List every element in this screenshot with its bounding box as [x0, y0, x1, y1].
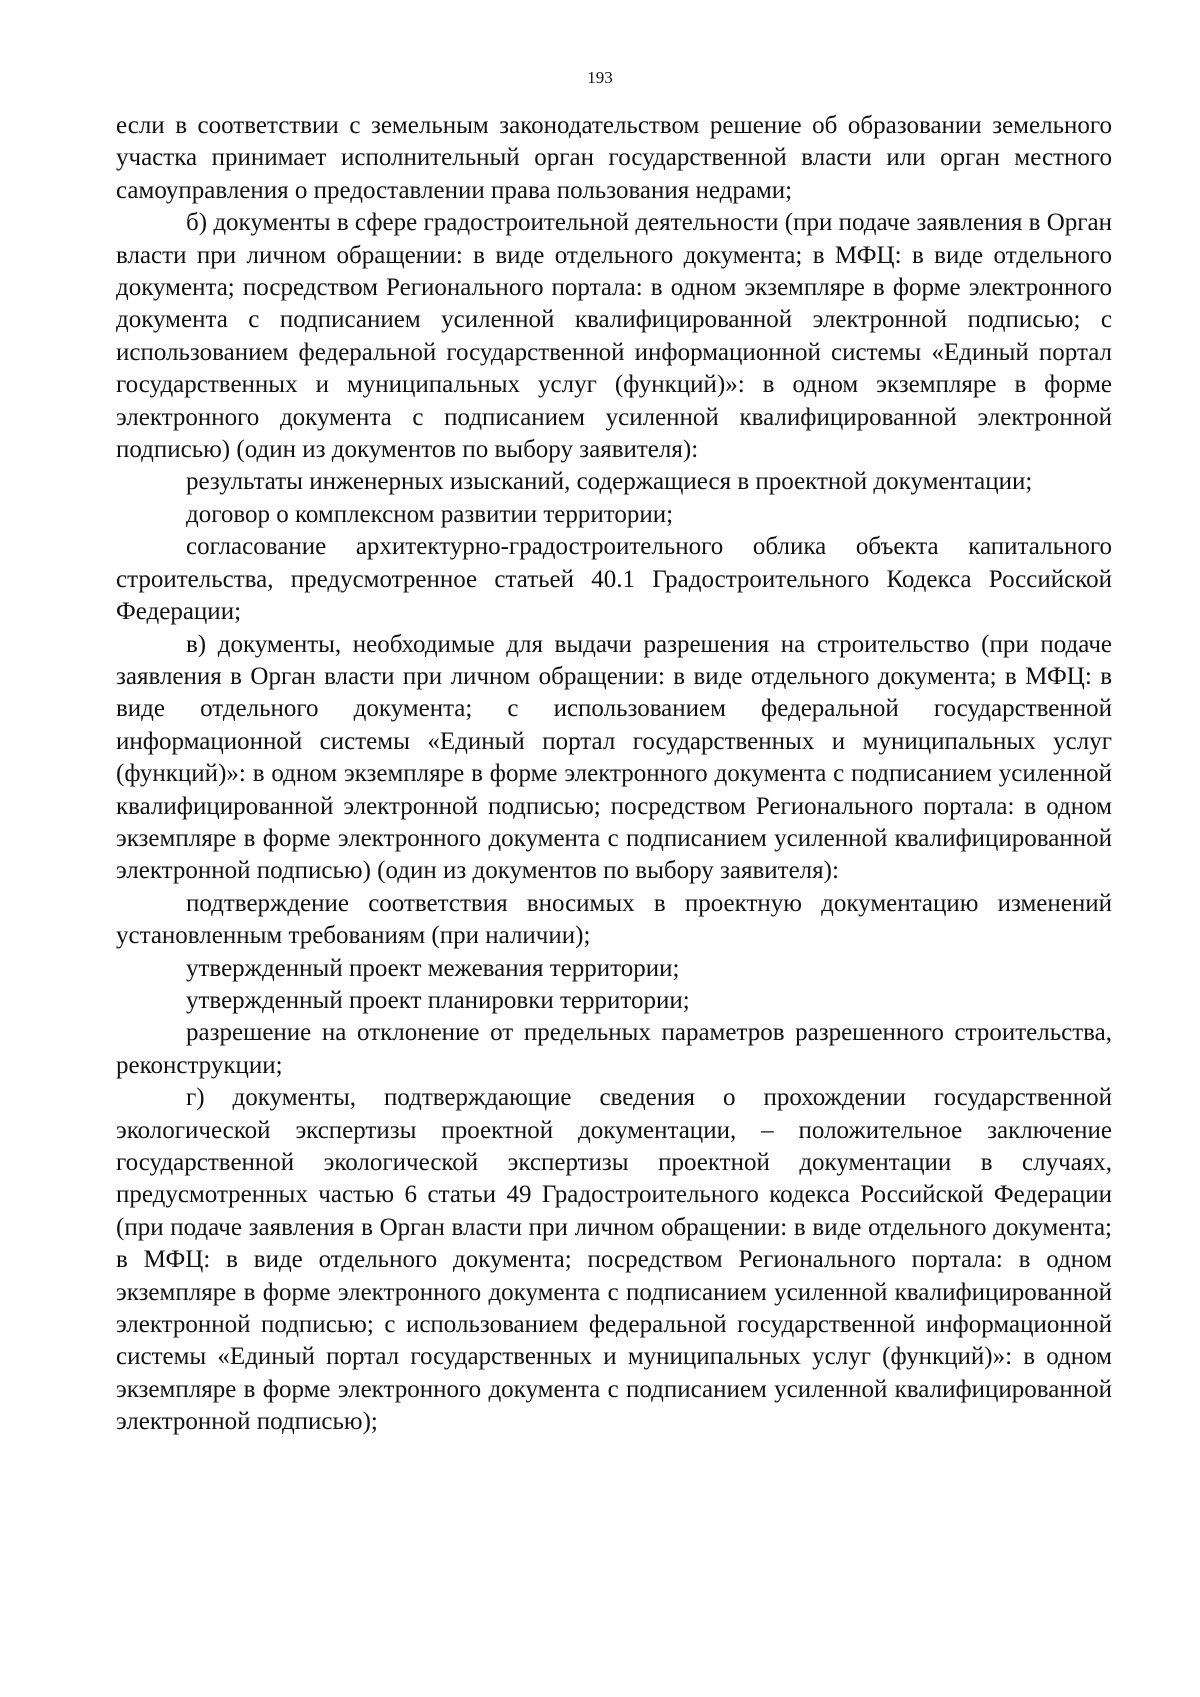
paragraph-2: б) документы в сфере градостроительной деятельности (при подаче заявления в Орган власти при личном обращении: в виде отдельного документа; в МФЦ: в виде отдельного документа; посредством Регионального портала: в одном экземпляре в форме электронного документа с подписанием усиленной квалифицированной электронной подписью; с использованием федеральной государственной информационной системы «Единый портал государственных и муниципальных услуг (функций)»: в одном экземпляре в форме электронного документа с подписанием усиленной квалифицированной электронной подписью) (один из документов по выбору заявителя): [116, 209, 1112, 464]
page-number: 193 [587, 68, 613, 87]
paragraph-10: разрешение на отклонение от предельных параметров разрешенного строительства, реконструкции; [116, 1019, 1112, 1079]
document-body [116, 110, 1112, 1439]
paragraph-8: утвержденный проект межевания территории; [186, 954, 680, 982]
paragraph-3: результаты инженерных изысканий, содержащиеся в проектной документации; [186, 468, 1033, 496]
paragraph-11: г) документы, подтверждающие сведения о прохождении государственной экологической экспертизы проектной документации, – положительное заключение государственной экологической экспертизы проектной документации в случаях, предусмотренных частью 6 статьи 49 Градостроительного кодекса Российской Федерации (при подаче заявления в Орган власти при личном обращении: в виде отдельного документа; в МФЦ: в виде отдельного документа; посредством Регионального портала: в одном экземпляре в форме электронного документа с подписанием усиленной квалифицированной электронной подписью; с использованием федеральной государственной информационной системы «Единый портал государственных и муниципальных услуг (функций)»: в одном экземпляре в форме электронного документа с подписанием усиленной квалифицированной электронной подписью); [116, 1084, 1112, 1436]
paragraph-6: в) документы, необходимые для выдачи разрешения на строительство (при подаче заявления в Орган власти при личном обращении: в виде отдельного документа; в МФЦ: в виде отдельного документа; с использованием федеральной государственной информационной системы «Единый портал государственных и муниципальных услуг (функций)»: в одном экземпляре в форме электронного документа с подписанием усиленной квалифицированной электронной подписью; посредством Регионального портала: в одном экземпляре в форме электронного документа с подписанием усиленной квалифицированной электронной подписью) (один из документов по выбору заявителя): [116, 630, 1112, 885]
paragraph-4: договор о комплексном развитии территории; [186, 500, 674, 528]
paragraph-9: утвержденный проект планировки территории; [186, 986, 690, 1014]
paragraph-7: подтверждение соответствия вносимых в проектную документацию изменений установленным требованиям (при наличии); [116, 889, 1112, 950]
paragraph-1: если в соответствии с земельным законодательством решение об образовании земельного участка принимает исполнительный орган государственной власти или орган местного самоуправления о предоставлении права пользования недрами; [116, 112, 1112, 204]
paragraph-5: согласование архитектурно-градостроительного облика объекта капитального строительства, предусмотренное статьей 40.1 Градостроительного Кодекса Российской Федерации; [116, 533, 1112, 626]
